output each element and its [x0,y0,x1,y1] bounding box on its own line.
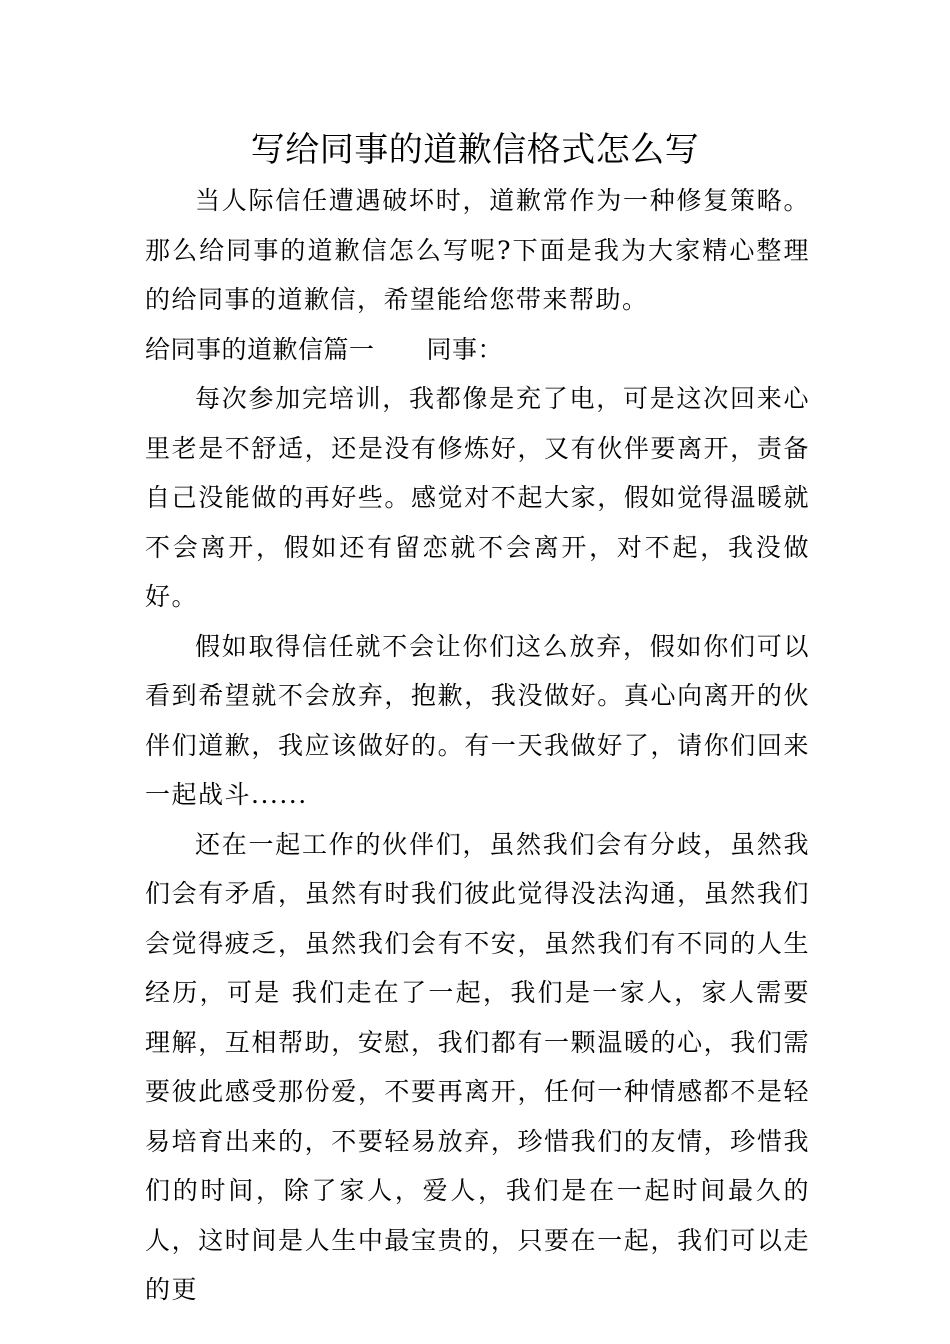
document-title: 写给同事的道歉信格式怎么写 [250,130,700,170]
section-heading: 给同事的道歉信篇一 [145,334,375,364]
body-paragraph: 还在一起工作的伙伴们，虽然我们会有分歧，虽然我们会有矛盾，虽然有时我们彼此觉得没法沟通，虽然我们会觉得疲乏，虽然我们会有不安，虽然我们有不同的人生经历，可是 我们走在了一起，我们是一家人，家人需要理解，互相帮助，安慰，我们都有一颗温暖的心，我们需要彼此感受那份爱，不要再离开，任何一种情感都不是轻易培育出来的，不要轻易放弃，珍惜我们的友情，珍惜我们的时间，除了家人，爱人，我们是在一起时间最久的人，这时间是人生中最宝贵的，只要在一起，我们可以走的更 [145,829,810,1304]
section-heading-line [145,325,810,375]
body-paragraph: 假如取得信任就不会让你们这么放弃，假如你们可以看到希望就不会放弃，抱歉，我没做好。真心向离开的伙伴们道歉，我应该做好的。有一天我做好了，请你们回来一起战斗...... [145,631,810,809]
salutation: 同事： [426,334,504,364]
body-paragraph: 每次参加完培训，我都像是充了电，可是这次回来心里老是不舒适，还是没有修炼好，又有伙伴要离开，责备自己没能做的再好些。感觉对不起大家，假如觉得温暖就不会离开，假如还有留恋就不会离开，对不起，我没做好。 [145,384,810,611]
document-body [145,176,810,1315]
intro-paragraph: 当人际信任遭遇破坏时，道歉常作为一种修复策略。那么给同事的道歉信怎么写呢?下面是我为大家精心整理的给同事的道歉信，希望能给您带来帮助。 [145,186,810,314]
